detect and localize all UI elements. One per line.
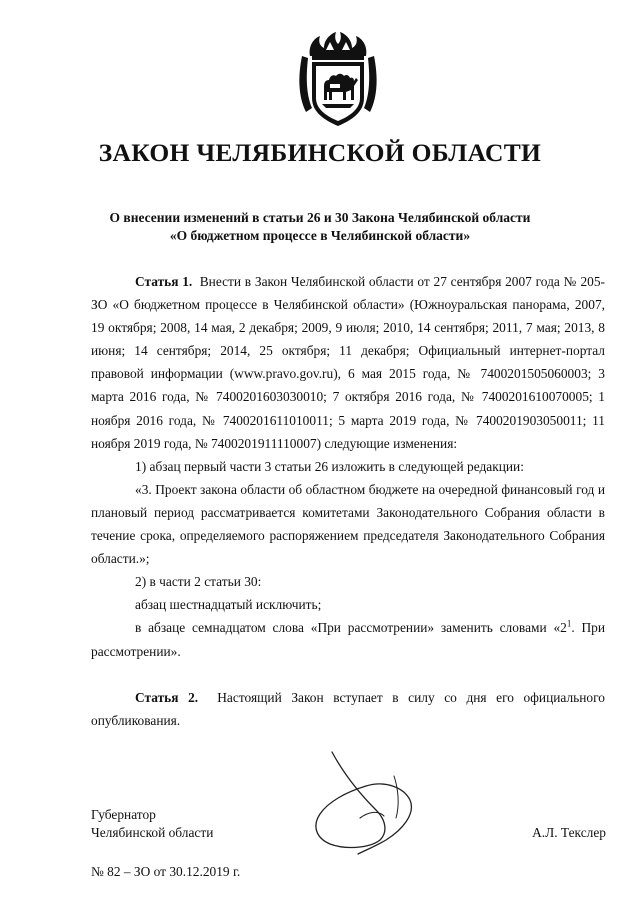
governor-signature — [306, 748, 418, 860]
subtitle-line-1: О внесении изменений в статьи 26 и 30 Закона Челябинской области — [109, 210, 531, 225]
article-1-intro — [91, 270, 605, 455]
subtitle-line-2: «О бюджетном процессе в Челябинской области» — [169, 228, 471, 243]
governor-position — [91, 806, 213, 842]
amendment-item-2: 2) в части 2 статьи 30: — [135, 574, 262, 590]
amendment-item-2a: абзац шестнадцатый исключить; — [135, 597, 322, 613]
item-2b-text-before: в абзаце семнадцатом слова «При рассмотрении» заменить словами «2 — [135, 620, 567, 636]
amendment-item-1: 1) абзац первый части 3 статьи 26 изложить в следующей редакции: — [135, 458, 524, 474]
law-number: № 82 – ЗО от 30.12.2019 г. — [91, 864, 241, 879]
article-2-text: Настоящий Закон вступает в силу со дня его официального опубликования. — [91, 689, 605, 728]
amendment-quote: «3. Проект закона области об областном бюджете на очередной финансовый год и плановый период рассматривается комитетами Законодательного Собрания области в течение срока, определяемого распоряжением председателя Законодательного Собрания области.»; — [91, 481, 605, 567]
position-line-1: Губернатор — [91, 807, 156, 822]
amendment-item-2b — [91, 616, 605, 662]
position-line-2: Челябинской области — [91, 825, 214, 840]
article-1-text: Внести в Закон Челябинской области от 27 сентября 2007 года № 205-ЗО «О бюджетном процессе в Челябинской области» (Южноуральская панорама, 2007, 19 октября; 2008, 14 мая, 2 декабря; 2009, 9 июля; 2010, 14 сентября; 2011, 7 мая; 2013, 8 июня; 14 сентября; 2014, 25 октября; 11 декабря; Официальный интернет-портал правовой информации (www.pravo.gov.ru), 6 мая 2015 года, № 7400201505060003; 3 марта 2016 года, № 7400201603030010; 7 октября 2016 года, № 7400201610070005; 1 ноября 2016 года, № 7400201611010011; 5 марта 2019 года, № 7400201903050011; 11 ноября 2019 года, № 7400201911110007) следующие изменения: — [91, 274, 605, 451]
item-2b-text-after: . При рассмотрении». — [91, 620, 606, 659]
law-subtitle — [0, 209, 640, 245]
article-1-label: Статья 1. — [135, 274, 193, 289]
governor-name: А.Л. Текслер — [532, 825, 606, 840]
law-body — [91, 270, 605, 732]
law-title: ЗАКОН ЧЕЛЯБИНСКОЙ ОБЛАСТИ — [98, 138, 542, 167]
item-2b-superscript: 1 — [566, 618, 572, 629]
article-2-label: Статья 2. — [135, 689, 199, 705]
coat-of-arms-icon — [296, 26, 380, 130]
article-2 — [91, 686, 605, 732]
